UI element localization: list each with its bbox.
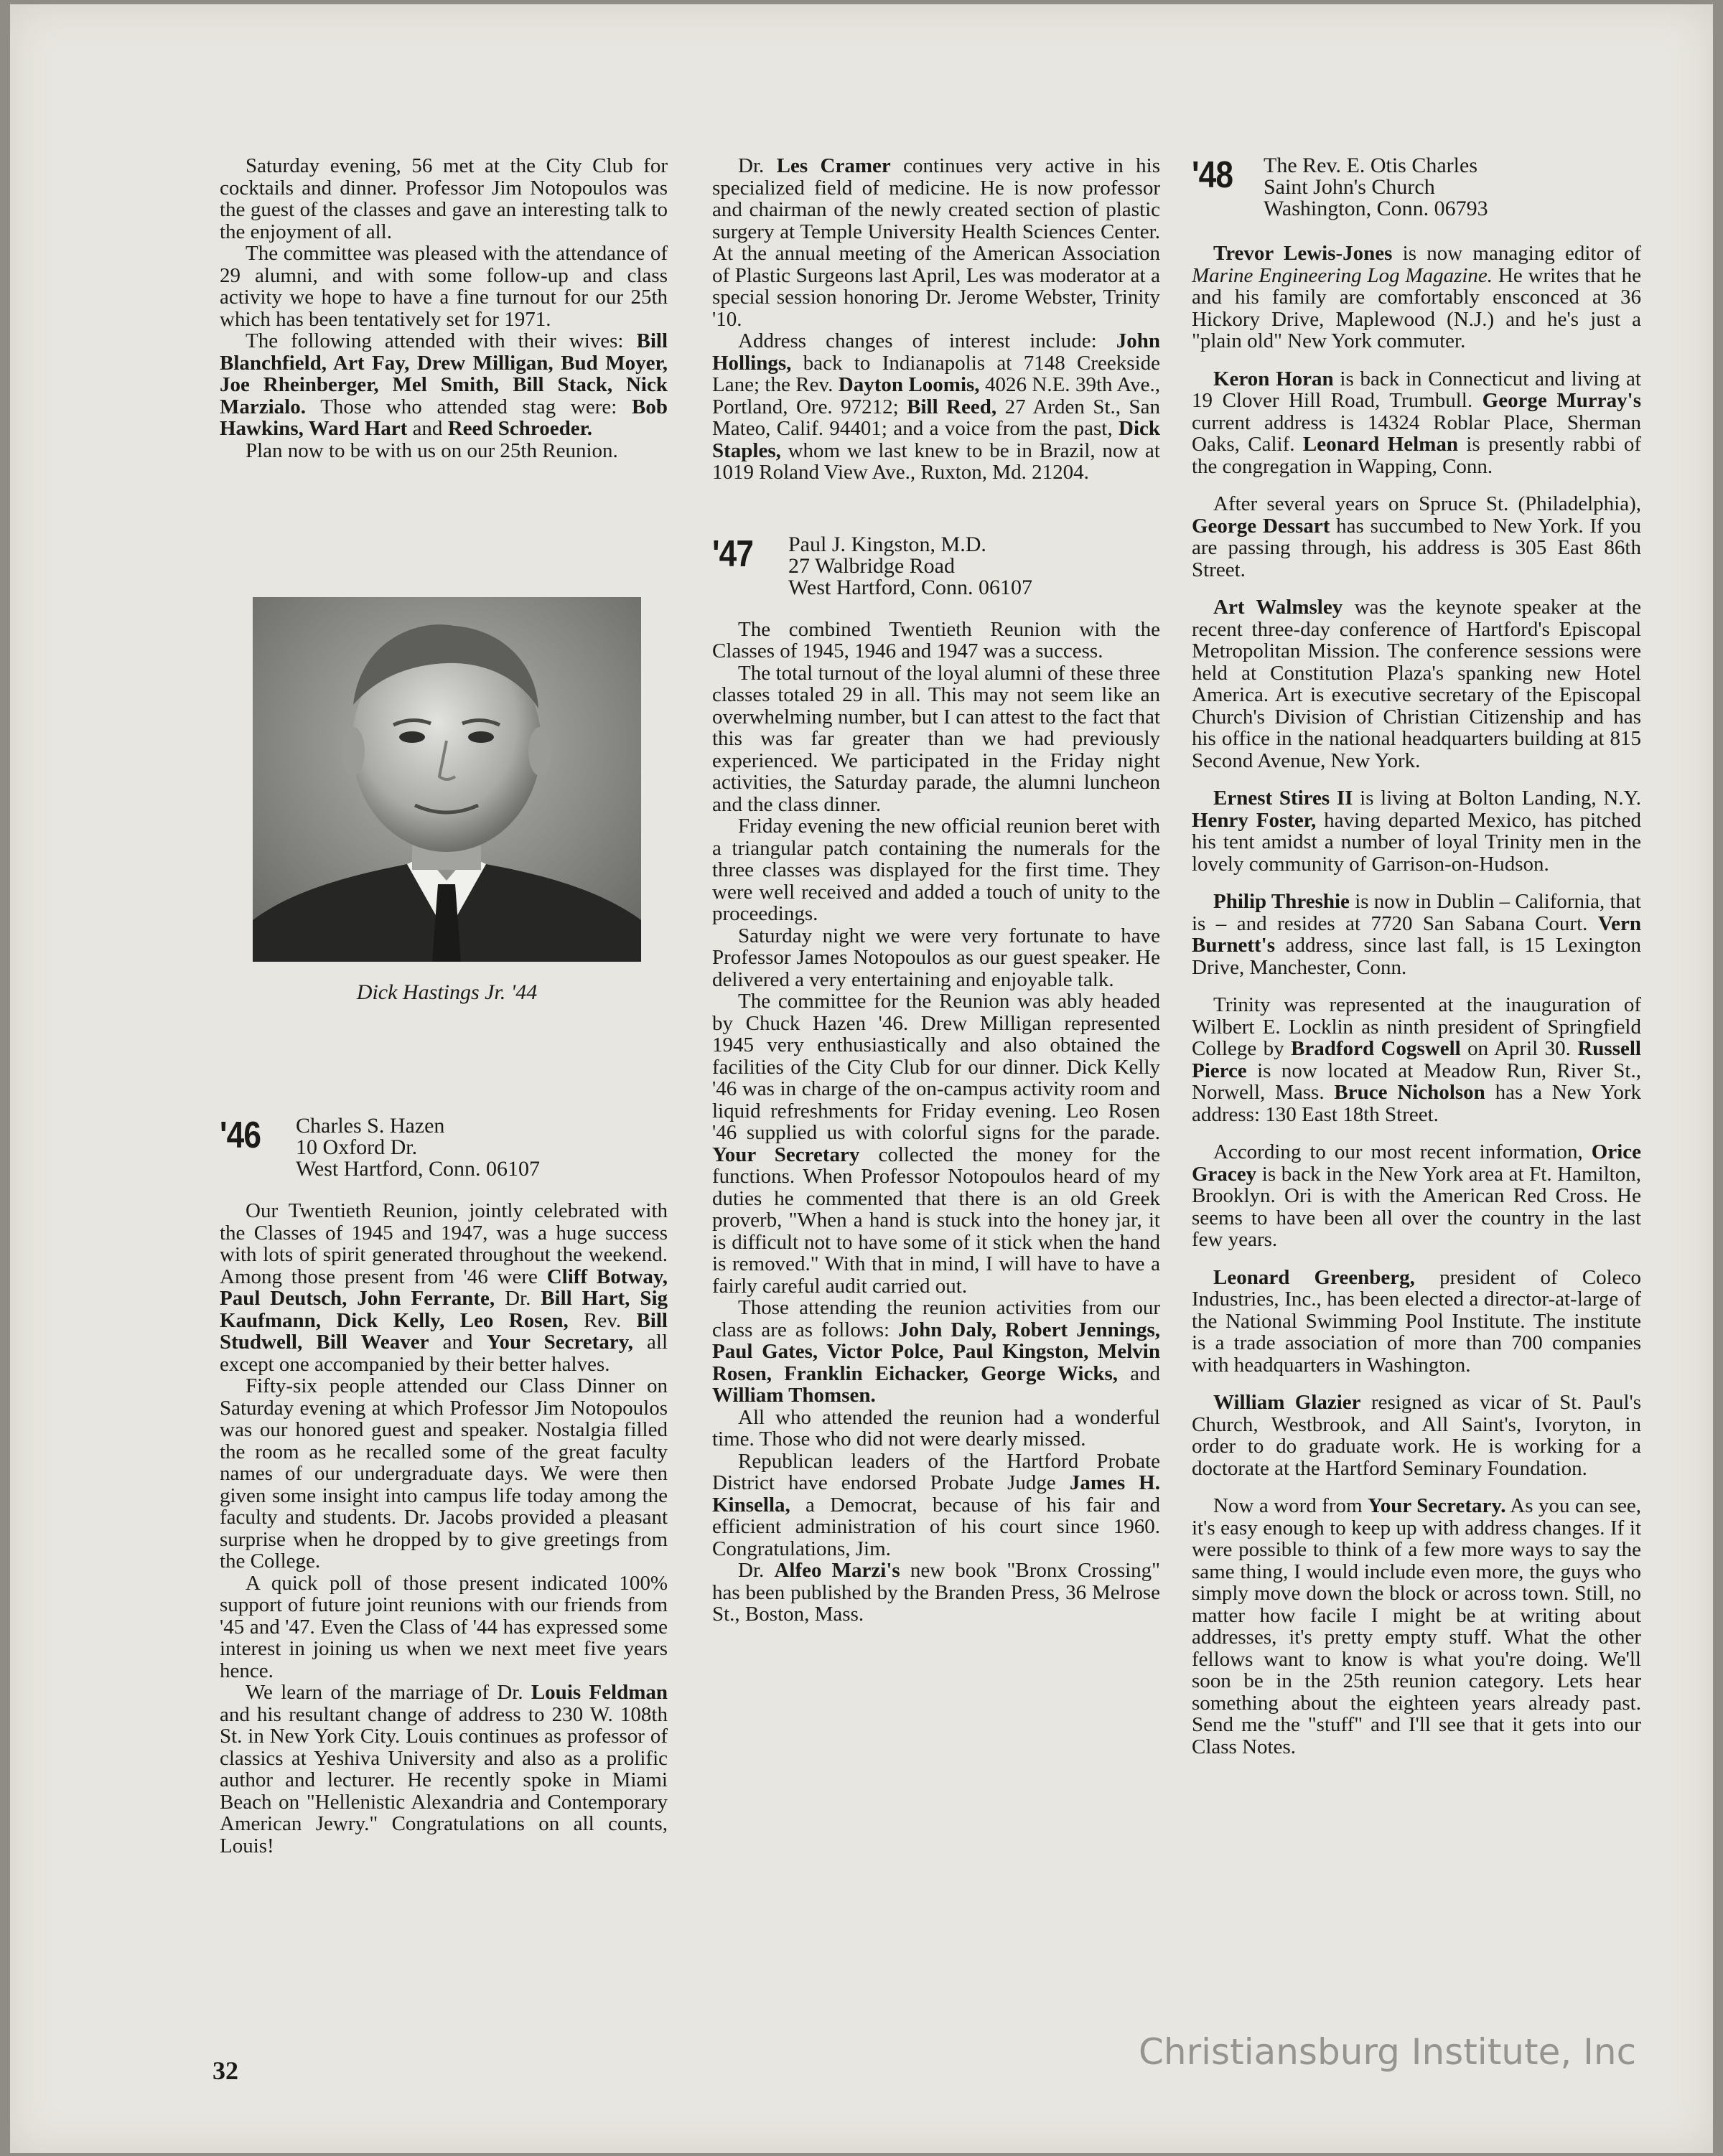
photo-caption: Dick Hastings Jr. '44	[356, 980, 538, 1004]
page-number: 32	[213, 2056, 238, 2085]
paragraph: After several years on Spruce St. (Philadelphia), George Dessart has succumbed to New York. If you are passing through, his address is 305 East 86th Street.	[1192, 492, 1641, 581]
col1-intro	[220, 155, 668, 461]
paragraph: Republican leaders of the Hartford Probate District have endorsed Probate Judge James H. Kinsella, a Democrat, because of his fair and efficient administration of his court since 1960. Congratulations, Jim.	[712, 1449, 1160, 1560]
address-line: West Hartford, Conn. 06107	[296, 1157, 541, 1181]
paragraph: Saturday night we were very fortunate to have Professor James Notopoulos as our guest speaker. He delivered a very entertaining and enjoyable talk.	[712, 924, 1160, 991]
paragraph: Now a word from Your Secretary. As you can see, it's easy enough to keep up with address changes. If it were possible to think of a few more ways to say the same thing, I would include even more, the guys who simply move down the block or across town. Still, no matter how facile I might be at writing about addresses, it's pretty empty stuff. What the other fellows want to know is what you're doing. We'll soon be in the 25th reunion category. Lets hear something about the eighteen years already past. Send me the "stuff" and I'll see that it gets into our Class Notes.	[1192, 1494, 1641, 1758]
paragraph: The combined Twentieth Reunion with the Classes of 1945, 1946 and 1947 was a success.	[712, 617, 1160, 662]
magazine-page	[10, 4, 1713, 2153]
class-year: '47	[712, 533, 754, 575]
paragraph: Art Walmsley was the keynote speaker at the recent three-day conference of Hartford's Episcopal Metropolitan Mission. The conference sessions were held at Constitution Plaza's spanking new Hotel America. Art is executive secretary of the Episcopal Church's Division of Christian Citizenship and has his office in the national headquarters building at 815 Second Avenue, New York.	[1192, 596, 1641, 772]
portrait-illustration	[253, 597, 641, 962]
address-line: Saint John's Church	[1264, 175, 1435, 199]
paragraph: Friday evening the new official reunion beret with a triangular patch containing the numerals for the three classes was displayed for the first time. They were well received and added a touch of unity to the proceedings.	[712, 815, 1160, 925]
paragraph: According to our most recent information, Orice Gracey is back in the New York area at Ft. Hamilton, Brooklyn. Ori is with the American Red Cross. He seems to have been all over the country in the last few years.	[1192, 1140, 1641, 1251]
paragraph: Plan now to be with us on our 25th Reunion.	[246, 439, 618, 462]
address-line: The Rev. E. Otis Charles	[1264, 154, 1477, 177]
class-heading	[220, 1115, 668, 1180]
paragraph: Our Twentieth Reunion, jointly celebrated with the Classes of 1945 and 1947, was a huge success with lots of spirit generated throughout the weekend. Among those present from '46 were Cliff Botway, Paul Deutsch, John Ferrante, Dr. Bill Hart, Sig Kaufmann, Dick Kelly, Leo Rosen, Rev. Bill Studwell, Bill Weaver and Your Secretary, all except one accompanied by their better halves.	[220, 1199, 668, 1376]
class-46-section	[220, 1115, 668, 1857]
paragraph: Those attending the reunion activities from our class are as follows: John Daly, Robert Jennings, Paul Gates, Victor Polce, Paul Kingston, Melvin Rosen, Franklin Eichacker, George Wicks, and William Thomsen.	[712, 1296, 1160, 1407]
paragraph: We learn of the marriage of Dr. Louis Feldman and his resultant change of address to 230 W. 108th St. in New York City. Louis continues as professor of classics at Yeshiva University and also as a prolific author and lecturer. He recently spoke in Miami Beach on "Hellenistic Alexandria and Contemporary American Jewry." Congratulations on all counts, Louis!	[220, 1681, 668, 1857]
paragraph: The total turnout of the loyal alumni of these three classes totaled 29 in all. This may not seem like an overwhelming number, but I can attest to the fact that this was far greater than we had previously experienced. We participated in the Friday night activities, the Saturday parade, the alumni luncheon and the class dinner.	[712, 661, 1160, 816]
paragraph: Fifty-six people attended our Class Dinner on Saturday evening at which Professor Jim Notopoulos was our honored guest and speaker. Nostalgia filled the room as he recalled some of the great faculty names of our undergraduate days. We were then given some insight into campus life today among the faculty and students. Dr. Jacobs provided a pleasant surprise when he dropped by to give greetings from the College.	[220, 1374, 668, 1573]
class-year: '48	[1192, 154, 1233, 196]
paragraph: Keron Horan is back in Connecticut and living at 19 Clover Hill Road, Trumbull. George Murray's current address is 14324 Roblar Place, Sherman Oaks, Calif. Leonard Helman is presently rabbi of the congregation in Wapping, Conn.	[1192, 367, 1641, 478]
class-secretary-address	[788, 534, 1032, 599]
column-2	[712, 155, 1160, 1626]
class-secretary-address	[1264, 155, 1488, 220]
paragraph: Ernest Stires II is living at Bolton Landing, N.Y. Henry Foster, having departed Mexico, has pitched his tent amidst a number of loyal Trinity men in the lovely community of Garrison-on-Hudson.	[1192, 787, 1641, 876]
paragraph: Leonard Greenberg, president of Coleco Industries, Inc., has been elected a director-at-large of the National Swimming Pool Institute. The institute is a trade association of more than 700 companies with headquarters in Washington.	[1192, 1265, 1641, 1377]
address-line: 27 Walbridge Road	[788, 553, 955, 578]
paragraph: All who attended the reunion had a wonderful time. Those who did not were dearly missed.	[712, 1405, 1160, 1450]
paragraph: Address changes of interest include: John Hollings, back to Indianapolis at 7148 Creekside Lane; the Rev. Dayton Loomis, 4026 N.E. 39th Ave., Portland, Ore. 97212; Bill Reed, 27 Arden St., San Mateo, Calif. 94401; and a voice from the past, Dick Staples, whom we last knew to be in Brazil, now at 1019 Roland View Ave., Ruxton, Md. 21204.	[712, 329, 1161, 484]
address-line: Washington, Conn. 06793	[1264, 197, 1488, 220]
class-year: '46	[220, 1115, 261, 1156]
paragraph: A quick poll of those present indicated 100% support of future joint reunions with our friends from '45 and '47. Even the Class of '44 has expressed some interest in joining us when we next meet five years hence.	[220, 1571, 668, 1682]
watermark: Christiansburg Institute, Inc	[1139, 2031, 1637, 2073]
address-line: Charles S. Hazen	[296, 1114, 445, 1138]
paragraph: The committee for the Reunion was ably headed by Chuck Hazen '46. Drew Milligan represented 1945 very enthusiastically and also obtained the facilities of the City Club for our dinner. Dick Kelly '46 was in charge of the on-campus activity room and liquid refreshments for Friday evening. Leo Rosen '46 supplied us with colorful signs for the parade. Your Secretary collected the money for the functions. When Professor Notopoulos heard of my duties he commented that there is an old Greek proverb, "When a hand is stuck into the honey jar, it is difficult not to have some of it stick when the hand is removed." With that in mind, I will have to have a fairly careful audit carried out.	[712, 990, 1161, 1298]
class-heading	[1192, 155, 1641, 220]
address-line: West Hartford, Conn. 06107	[788, 575, 1033, 599]
portrait-photo	[253, 597, 641, 962]
paragraph: Dr. Les Cramer continues very active in his specialized field of medicine. He is now professor and chairman of the newly created section of plastic surgery at Temple University Health Sciences Center. At the annual meeting of the American Association of Plastic Surgeons last April, Les was moderator at a special session honoring Dr. Jerome Webster, Trinity '10.	[712, 154, 1160, 331]
paragraph: Trinity was represented at the inauguration of Wilbert E. Locklin as ninth president of Springfield College by Bradford Cogswell on April 30. Russell Pierce is now located at Meadow Run, River St., Norwell, Mass. Bruce Nicholson has a New York address: 130 East 18th Street.	[1192, 993, 1641, 1126]
paragraph: The following attended with their wives: Bill Blanchfield, Art Fay, Drew Milligan, Bud Moyer, Joe Rheinberger, Mel Smith, Bill Stack, Nick Marzialo. Those who attended stag were: Bob Hawkins, Ward Hart and Reed Schroeder.	[220, 329, 668, 440]
column-1	[220, 155, 668, 461]
paragraph: William Glazier resigned as vicar of St. Paul's Church, Westbrook, and All Saint's, Ivoryton, in order to do graduate work. He is working for a doctorate at the Hartford Seminary Foundation.	[1192, 1391, 1641, 1480]
paragraph: Saturday evening, 56 met at the City Club for cocktails and dinner. Professor Jim Notopoulos was the guest of the classes and gave an interesting talk to the enjoyment of all.	[220, 154, 668, 243]
paragraph: Trevor Lewis-Jones is now managing editor of Marine Engineering Log Magazine. He writes that he and his family are comfortably ensconced at 36 Hickory Drive, Maplewood (N.J.) and he's just a "plain old" New York commuter.	[1192, 242, 1642, 352]
paragraph: Philip Threshie is now in Dublin – California, that is – and resides at 7720 San Sabana Court. Vern Burnett's address, since last fall, is 15 Lexington Drive, Manchester, Conn.	[1192, 890, 1641, 979]
paragraph: The committee was pleased with the attendance of 29 alumni, and with some follow-up and class activity we hope to have a fine turnout for our 25th which has been tentatively set for 1971.	[220, 242, 668, 331]
column-3	[1192, 155, 1641, 1773]
address-line: Paul J. Kingston, M.D.	[788, 532, 986, 556]
paragraph: Dr. Alfeo Marzi's new book "Bronx Crossing" has been published by the Branden Press, 36 Melrose St., Boston, Mass.	[712, 1559, 1161, 1626]
class-secretary-address	[296, 1115, 540, 1180]
address-line: 10 Oxford Dr.	[296, 1135, 418, 1159]
class-heading	[712, 534, 1160, 599]
